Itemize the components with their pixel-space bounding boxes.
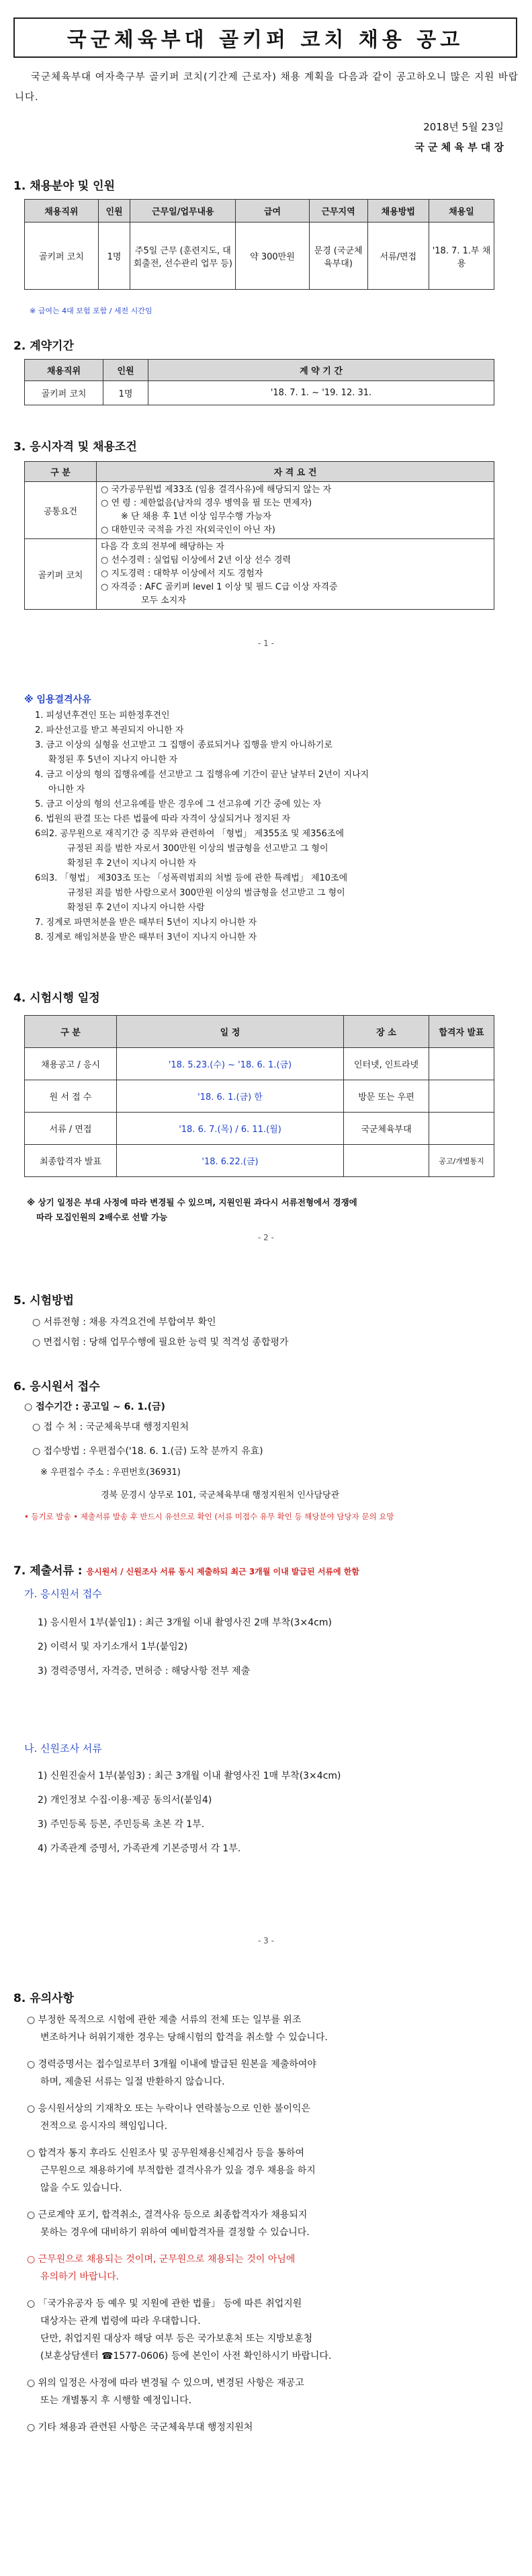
application-method: ○ 접수방법 : 우편접수('18. 6. 1.(금) 도착 분까지 유효) xyxy=(32,1446,263,1457)
notice-line: 단만, 취업지원 대상자 해당 여부 등은 국가보훈처 또는 지방보훈청 xyxy=(40,2333,313,2344)
table-cell: '18. 7. 1.부 채용 xyxy=(429,223,494,290)
qualification-line: ○ 대한민국 국적을 가진 자(외국인이 아닌 자) xyxy=(101,525,275,535)
list-item: 3. 금고 이상의 실형을 선고받고 그 집행이 종료되거나 집행을 받지 아니하기로 xyxy=(35,740,333,750)
list-item: ○ 서류전형 : 채용 자격요건에 부합여부 확인 xyxy=(32,1317,216,1328)
qualification-line: ○ 선수경력 : 실업팀 이상에서 2년 이상 선수 경력 xyxy=(101,555,292,565)
table-cell: 1명 xyxy=(103,381,148,405)
notice-line: 유의하기 바랍니다. xyxy=(40,2271,120,2282)
section-4-heading: 4. 시험시행 일정 xyxy=(13,992,100,1005)
table-cell: '18. 6. 7.(목) / 6. 11.(월) xyxy=(117,1113,344,1145)
notice-line: 하며, 제출된 서류는 일절 반환하지 않습니다. xyxy=(40,2077,225,2087)
notice-date: 2018년 5월 23일 xyxy=(423,121,504,133)
table-header: 채용직위 xyxy=(25,200,99,223)
schedule-table xyxy=(24,1015,494,1177)
page-number: - 3 - xyxy=(258,1936,274,1945)
table-cell: 공통요건 xyxy=(25,482,97,539)
list-item: 규정된 죄를 범한 자로서 300만원 이상의 벌금형을 선고받고 그 형이 xyxy=(67,844,328,854)
table-header: 자 격 요 건 xyxy=(97,462,494,482)
qualification-cell xyxy=(97,539,494,610)
table-header: 급여 xyxy=(236,200,309,223)
list-item: 아니한 자 xyxy=(48,784,85,795)
notice-item xyxy=(27,2011,517,2046)
section-5-heading: 5. 시험방법 xyxy=(13,1294,74,1307)
qualification-line: 모두 소지자 xyxy=(141,596,186,606)
list-item: 8. 징계로 해임처분을 받은 때부터 3년이 지나지 아니한 자 xyxy=(35,932,257,942)
notice-line: ○ 기타 채용과 관련된 사항은 국군체육부대 행정지원처 xyxy=(27,2422,253,2433)
table-cell xyxy=(429,1048,494,1080)
notice-line: 변조하거나 허위기재한 경우는 당해시험의 합격을 취소할 수 있습니다. xyxy=(40,2032,328,2043)
list-item: 4) 가족관계 증명서, 가족관계 기본증명서 각 1부. xyxy=(38,1843,241,1854)
list-item: 6의3. 「형법」 제303조 또는 「성폭력범죄의 처벌 등에 관한 특례법」 제10조에 xyxy=(35,873,348,883)
table-cell: 서류 / 면접 xyxy=(25,1113,117,1145)
notice-line: ○ 부정한 목적으로 시험에 관한 제출 서류의 전체 또는 일부를 위조 xyxy=(27,2015,302,2025)
notice-line: ○ 근무원으로 채용되는 것이며, 군무원으로 채용되는 것이 아님에 xyxy=(27,2254,296,2265)
section-2-heading: 2. 계약기간 xyxy=(13,339,74,353)
list-item: 3) 주민등록 등본, 주민등록 초본 각 1부. xyxy=(38,1819,205,1830)
notice-line: 전적으로 응시자의 책임입니다. xyxy=(40,2121,168,2132)
table-cell: 공고/개별통지 xyxy=(429,1145,494,1177)
table-header: 채용일 xyxy=(429,200,494,223)
table-cell: 방문 또는 우편 xyxy=(344,1080,429,1113)
notice-line: 않을 수도 있습니다. xyxy=(40,2183,122,2193)
table-cell xyxy=(429,1113,494,1145)
section-6-heading: 6. 응시원서 접수 xyxy=(13,1380,100,1394)
list-item: 규정된 죄를 범한 사람으로서 300만원 이상의 벌금형을 선고받고 그 형이 xyxy=(67,888,345,898)
table-cell: 문경 (국군체육부대) xyxy=(309,223,367,290)
table-cell: 채용공고 / 응시 xyxy=(25,1048,117,1080)
section-8-heading: 8. 유의사항 xyxy=(13,1992,74,2005)
notice-item xyxy=(27,2056,517,2091)
notice-item xyxy=(27,2100,517,2135)
table-header: 인원 xyxy=(98,200,130,223)
table-header: 일 정 xyxy=(117,1016,344,1048)
table-cell: 주5일 근무 (훈련지도, 대회출전, 선수관리 업무 등) xyxy=(130,223,236,290)
exam-method-list xyxy=(32,1312,502,1353)
table-cell: 최종합격자 발표 xyxy=(25,1145,117,1177)
schedule-note-line: 따라 모집인원의 2배수로 선발 가능 xyxy=(36,1212,168,1222)
notice-line: 또는 개별통지 후 시행할 예정입니다. xyxy=(40,2395,192,2406)
notice-item xyxy=(27,2144,517,2197)
qualification-line: ○ 지도경력 : 대학부 이상에서 지도 경험자 xyxy=(101,569,263,579)
list-item: 확정된 후 5년이 지나지 아니한 자 xyxy=(48,755,178,765)
notice-org: 국 군 체 육 부 대 장 xyxy=(414,141,504,153)
application-docs-list xyxy=(38,1611,521,1683)
notice-item xyxy=(27,2295,517,2365)
list-item: 3) 경력증명서, 자격증, 면허증 : 해당사항 전부 제출 xyxy=(38,1666,251,1677)
table-header: 합격자 발표 xyxy=(429,1016,494,1048)
notice-line: 대상자는 관계 법령에 따라 우대합니다. xyxy=(40,2316,201,2327)
qualification-line: ○ 연 령 : 제한없음(남자의 경우 병역을 필 또는 면제자) xyxy=(101,498,312,508)
background-docs-list xyxy=(38,1764,521,1861)
table-cell: '18. 6. 1.(금) 한 xyxy=(117,1080,344,1113)
subsection-na: 나. 신원조사 서류 xyxy=(24,1742,102,1755)
table-header: 계 약 기 간 xyxy=(148,360,494,381)
section-1-heading: 1. 채용분야 및 인원 xyxy=(13,179,115,193)
table-header: 구 분 xyxy=(25,1016,117,1048)
section-7-heading: 7. 제출서류 : xyxy=(13,1564,87,1578)
notice-line: ○ 「국가유공자 등 예우 및 지원에 관한 법률」 등에 따른 취업지원 xyxy=(27,2298,302,2309)
qualification-line: ※ 단 채용 후 1년 이상 임무수행 가능자 xyxy=(121,512,271,522)
list-item: 6의2. 공무원으로 재직기간 중 직무와 관련하여 「형법」 제355조 및 제356조에 xyxy=(35,829,344,839)
intro-text: 국군체육부대 여자축구부 골키퍼 코치(기간제 근로자) 채용 계획을 다음과 같이 공고하오니 많은 지원 바랍니다. xyxy=(15,72,519,103)
table-cell xyxy=(429,1080,494,1113)
list-item: 2. 파산선고를 받고 복권되지 아니한 자 xyxy=(35,725,184,735)
mail-warning: • 등기로 발송 • 제출서류 발송 후 반드시 유선으로 확인 (서류 미접수 유무 확인 등 해당분야 담당자 문의 요망 xyxy=(24,1512,394,1521)
table-cell: 국군체육부대 xyxy=(344,1113,429,1145)
recruit-table xyxy=(24,199,494,290)
disqualification-heading: ※ 임용결격사유 xyxy=(24,694,91,705)
qualification-table xyxy=(24,461,494,610)
list-item: 5. 금고 이상의 형의 선고유예를 받은 경우에 그 선고유예 기간 중에 있는 자 xyxy=(35,799,322,809)
schedule-note xyxy=(27,1195,357,1225)
subsection-ga: 가. 응시원서 접수 xyxy=(24,1588,102,1600)
table-header: 채용직위 xyxy=(25,360,103,381)
qualification-line: ○ 국가공무원법 제33조 (임용 결격사유)에 해당되지 않는 자 xyxy=(101,485,332,495)
table-cell: 원 서 접 수 xyxy=(25,1080,117,1113)
table-cell: '18. 7. 1. ~ '19. 12. 31. xyxy=(148,381,494,405)
notice-line: 근무원으로 채용하기에 부적합한 결격사유가 있을 경우 채용을 하지 xyxy=(40,2165,316,2176)
table-cell: 서류/면접 xyxy=(367,223,429,290)
list-item: 4. 금고 이상의 형의 집행유예를 선고받고 그 집행유예 기간이 끝난 날부터 2년이 지나지 xyxy=(35,770,369,780)
notice-line: ○ 위의 일정은 사정에 따라 변경될 수 있으며, 변경된 사항은 재공고 xyxy=(27,2378,304,2388)
list-item: 6. 법원의 판결 또는 다른 법률에 따라 자격이 상실되거나 정지된 자 xyxy=(35,814,291,824)
disqualification-list xyxy=(35,709,512,945)
table-cell: '18. 6.22.(금) xyxy=(117,1145,344,1177)
notice-item xyxy=(27,2251,517,2286)
notice-line: ○ 응시원서상의 기재착오 또는 누락이나 연락불능으로 인한 불이익은 xyxy=(27,2103,311,2114)
table-cell: 골키퍼 코치 xyxy=(25,223,99,290)
table-cell xyxy=(344,1145,429,1177)
list-item: 확정된 후 2년이 지나지 아니한 자 xyxy=(67,858,197,869)
section-7-heading-row xyxy=(13,1561,524,1578)
table-header: 구 분 xyxy=(25,462,97,482)
table-header: 근무지역 xyxy=(309,200,367,223)
table-cell: '18. 5.23.(수) ~ '18. 6. 1.(금) xyxy=(117,1048,344,1080)
list-item: ○ 면접시험 : 당해 업무수행에 필요한 능력 및 적격성 종합평가 xyxy=(32,1337,289,1348)
list-item: 2) 이력서 및 자기소개서 1부(붙임2) xyxy=(38,1642,188,1652)
table-cell: 약 300만원 xyxy=(236,223,309,290)
list-item: 1) 신원진술서 1부(붙임3) : 최근 3개월 이내 촬영사진 1매 부착(3×4cm) xyxy=(38,1771,341,1781)
list-item: 확정된 후 2년이 지나지 아니한 사람 xyxy=(67,903,205,913)
table-cell: 골키퍼 코치 xyxy=(25,539,97,610)
table-header: 인원 xyxy=(103,360,148,381)
zip-code: ※ 우편접수 주소 : 우편번호(36931) xyxy=(40,1467,181,1478)
list-item: 2) 개인정보 수집·이용·제공 동의서(붙임4) xyxy=(38,1795,212,1806)
notice-item xyxy=(27,2206,517,2241)
list-item: 1. 피성년후견인 또는 피한정후견인 xyxy=(35,711,170,721)
salary-note: ※ 급여는 4대 보험 포함 / 세전 시간임 xyxy=(30,307,152,315)
notice-line: 못하는 경우에 대비하기 위하여 예비합격자를 결정할 수 있습니다. xyxy=(40,2227,310,2238)
page-title: 국군체육부대 골키퍼 코치 채용 공고 xyxy=(13,17,517,58)
notice-line: ○ 경력증명서는 접수일로부터 3개월 이내에 발급된 원본을 제출하여야 xyxy=(27,2059,316,2070)
page-number: - 2 - xyxy=(258,1233,274,1242)
table-cell: 골키퍼 코치 xyxy=(25,381,103,405)
table-header: 장 소 xyxy=(344,1016,429,1048)
list-item: 1) 응시원서 1부(붙임1) : 최근 3개월 이내 촬영사진 2매 부착(3×4cm) xyxy=(38,1617,332,1628)
table-header: 근무일/업무내용 xyxy=(130,200,236,223)
table-header: 채용방법 xyxy=(367,200,429,223)
notice-line: ○ 근로계약 포기, 합격취소, 결격사유 등으로 최종합격자가 채용되지 xyxy=(27,2210,308,2220)
mail-address: 경북 문경시 상무로 101, 국군체육부대 행정지원처 인사담당관 xyxy=(101,1490,340,1500)
notice-list xyxy=(27,2011,517,2446)
notice-line: (보훈상담센터 ☎1577-0606) 등에 본인이 사전 확인하시기 바랍니다. xyxy=(40,2351,332,2362)
table-cell: 인터넷, 인트라넷 xyxy=(344,1048,429,1080)
application-period: ○ 접수기간 : 공고일 ~ 6. 1.(금) xyxy=(24,1402,165,1412)
contract-table xyxy=(24,359,494,405)
schedule-note-line: ※ 상기 일정은 부대 사정에 따라 변경될 수 있으며, 지원인원 과다시 서류전형에서 경쟁에 xyxy=(27,1197,357,1207)
notice-line: ○ 합격자 통지 후라도 신원조사 및 공무원채용신체검사 등을 통하여 xyxy=(27,2148,304,2159)
qualification-line: 다음 각 호의 전부에 해당하는 자 xyxy=(101,542,224,552)
qualification-cell xyxy=(97,482,494,539)
table-cell: 1명 xyxy=(98,223,130,290)
notice-item xyxy=(27,2419,517,2436)
section-7-requirement: 응시원서 / 신원조사 서류 동시 제출하되 최근 3개월 이내 발급된 서류에 한함 xyxy=(86,1567,359,1576)
list-item: 7. 징계로 파면처분을 받은 때부터 5년이 지나지 아니한 자 xyxy=(35,918,257,928)
section-3-heading: 3. 응시자격 및 채용조건 xyxy=(13,440,137,454)
qualification-line: ○ 자격증 : AFC 골키퍼 level 1 이상 및 필드 C급 이상 자격증 xyxy=(101,582,338,592)
application-place: ○ 접 수 처 : 국군체육부대 행정지원처 xyxy=(32,1422,189,1433)
page-number: - 1 - xyxy=(258,639,274,648)
notice-item xyxy=(27,2374,517,2409)
